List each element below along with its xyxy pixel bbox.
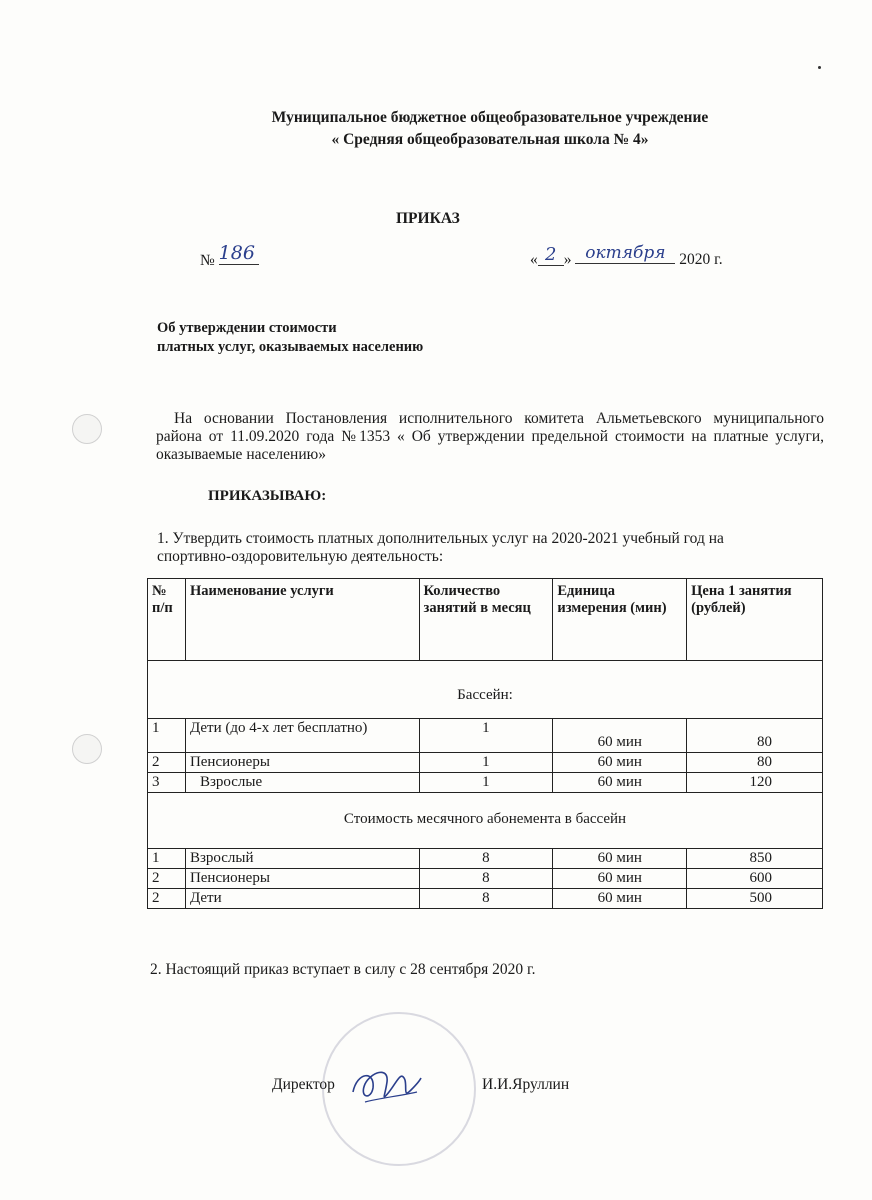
row-count: 8 (419, 849, 553, 869)
row-unit: 60 мин (553, 773, 687, 793)
order-number (200, 242, 259, 271)
row-price: 120 (687, 773, 823, 793)
header-name: Наименование услуги (185, 579, 419, 661)
row-price: 600 (687, 869, 823, 889)
row-unit: 60 мин (553, 719, 687, 753)
row-name: Взрослые (185, 773, 419, 793)
punch-hole-bottom (72, 734, 102, 764)
table-row (148, 869, 823, 889)
section-subscription-title: Стоимость месячного абонемента в бассейн (148, 793, 823, 849)
row-price: 500 (687, 889, 823, 909)
order-title: ПРИКАЗ (396, 210, 460, 227)
table-row (148, 753, 823, 773)
row-name: Пенсионеры (185, 869, 419, 889)
date-year: 2020 г. (679, 251, 723, 268)
item1-line2: спортивно-оздоровительную деятельность: (157, 548, 444, 565)
row-num: 1 (148, 849, 186, 869)
row-count: 1 (419, 719, 553, 753)
row-num: 3 (148, 773, 186, 793)
signature-role: Директор (272, 1076, 335, 1093)
row-price: 850 (687, 849, 823, 869)
row-num: 1 (148, 719, 186, 753)
school-name-line2: « Средняя общеобразовательная школа № 4» (331, 131, 649, 148)
section-row-subscription (148, 793, 823, 849)
row-price: 80 (687, 753, 823, 773)
header-num: № п/п (148, 579, 186, 661)
table-row (148, 889, 823, 909)
row-unit: 60 мин (553, 849, 687, 869)
table-row (148, 773, 823, 793)
header-count: Количество занятий в месяц (419, 579, 553, 661)
directive-word: ПРИКАЗЫВАЮ: (208, 488, 327, 504)
row-count: 8 (419, 889, 553, 909)
item1-line1: 1. Утвердить стоимость платных дополнительных услуг на 2020-2021 учебный год на (157, 530, 724, 547)
row-count: 1 (419, 753, 553, 773)
school-name-line1: Муниципальное бюджетное общеобразовательное учреждение (271, 109, 709, 126)
speck-mark (818, 66, 821, 69)
table-header-row (148, 579, 823, 661)
order-number-label: № (200, 252, 215, 269)
basis-text: На основании Постановления исполнительного комитета Альметьевского муниципального района от 11.09.2020 года №1353 « Об утверждении предельной стоимости на платные услуги, оказываемые населению» (156, 410, 824, 463)
services-table (147, 578, 823, 909)
punch-hole-top (72, 414, 102, 444)
section-pool-title: Бассейн: (148, 661, 823, 719)
date-day: 2 (538, 244, 564, 266)
row-name: Дети (185, 889, 419, 909)
item2-effective-date: 2. Настоящий приказ вступает в силу с 28 сентября 2020 г. (150, 961, 536, 978)
row-num: 2 (148, 889, 186, 909)
row-unit: 60 мин (553, 753, 687, 773)
table-row (148, 849, 823, 869)
date-month: октября (575, 243, 675, 264)
order-number-value: 186 (219, 242, 259, 265)
row-unit: 60 мин (553, 869, 687, 889)
table-row (148, 719, 823, 753)
row-unit: 60 мин (553, 889, 687, 909)
basis-paragraph (156, 410, 824, 464)
row-num: 2 (148, 753, 186, 773)
row-count: 8 (419, 869, 553, 889)
date-open-quote: « (530, 251, 538, 268)
director-signature (345, 1052, 425, 1112)
date-close-quote: » (563, 251, 572, 268)
signature-name: И.И.Яруллин (482, 1076, 570, 1093)
header-unit: Единица измерения (мин) (553, 579, 687, 661)
section-row-pool (148, 661, 823, 719)
row-price: 80 (687, 719, 823, 753)
header-price: Цена 1 занятия (рублей) (687, 579, 823, 661)
subject-line2: платных услуг, оказываемых населению (157, 339, 424, 355)
row-count: 1 (419, 773, 553, 793)
row-num: 2 (148, 869, 186, 889)
row-name: Взрослый (185, 849, 419, 869)
row-name: Дети (до 4-х лет бесплатно) (185, 719, 419, 753)
order-date (530, 243, 723, 270)
subject-line1: Об утверждении стоимости (157, 320, 337, 336)
row-name: Пенсионеры (185, 753, 419, 773)
